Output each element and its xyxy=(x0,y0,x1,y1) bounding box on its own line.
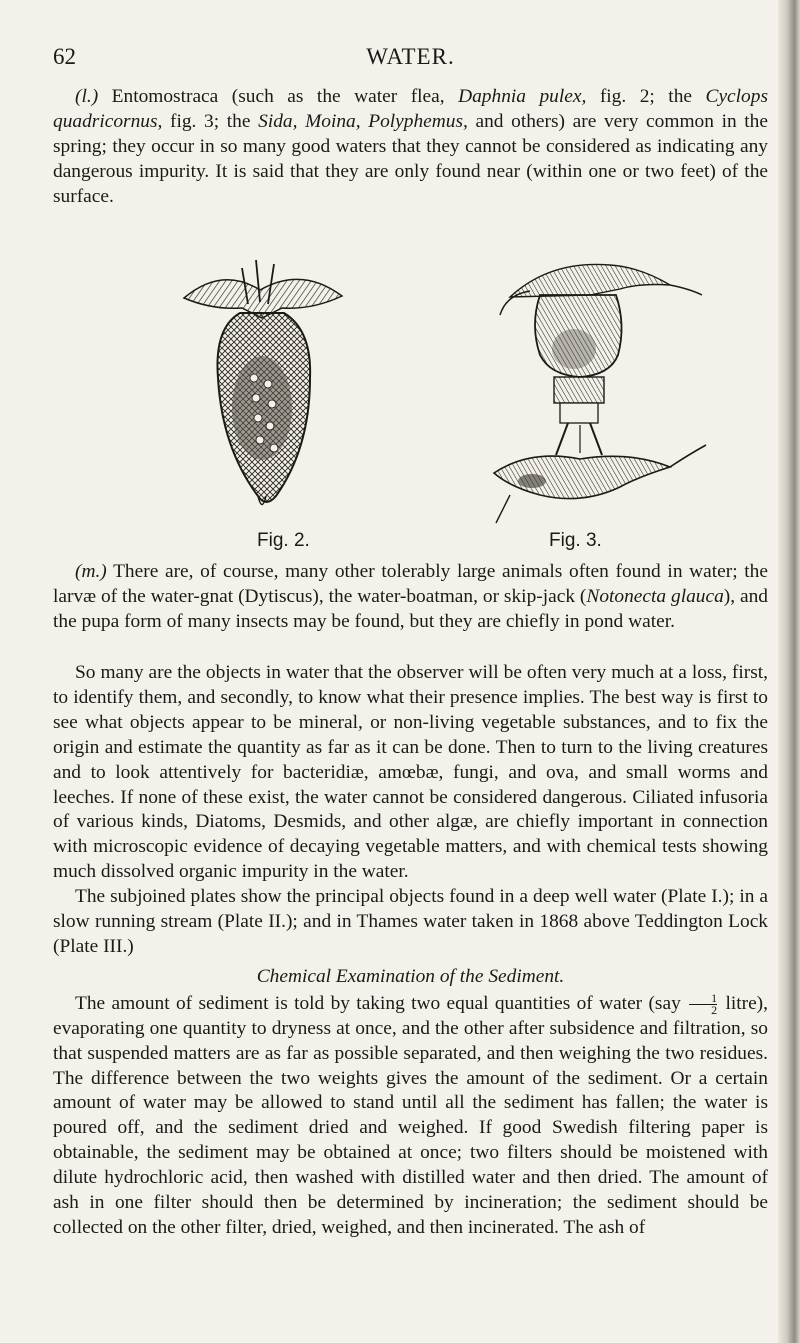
species-sida-moina-polyphemus: Sida, Moina, Polyphemus, xyxy=(258,110,468,132)
paragraph-m xyxy=(53,560,768,635)
figure-3-cyclops-illustration xyxy=(470,255,710,527)
paragraph-l-text-1: Entomostraca (such as the water flea, xyxy=(98,86,459,107)
page-edge-shadow xyxy=(778,0,800,1343)
paragraph-sediment-text-2: litre), evaporating one quantity to dryness at once, and the other after subsidence and filtration, so that suspended matters are as far as possible separated, and then weighing the two residues. The difference between the two weights gives the amount of the sediment. Or a certain amount of water may be allowed to stand until all the sediment has fallen; the water is poured off, and the sediment dried and weighed. If good Swedish filtering paper is obtainable, the sediment may be obtained at once; two filters should be moistened with dilute hydrochloric acid, then washed with distilled water and then dried. The amount of ash in one filter should then be determined by incineration; the sediment should be collected on the other filter, dried, weighed, and then incinerated. The ash of xyxy=(53,992,768,1238)
paragraph-l-text-2: fig. 2; the xyxy=(586,86,706,107)
fraction-half xyxy=(689,990,718,1017)
figure-3-caption: Fig. 3. xyxy=(549,530,602,551)
species-notonecta: Notonecta glauca xyxy=(586,585,724,607)
species-cyclops: Cyclops quadricornus, xyxy=(53,86,768,132)
section-subheading: Chemical Examination of the Sediment. xyxy=(256,965,565,987)
page-number: 62 xyxy=(53,44,76,69)
paragraph-l xyxy=(53,85,768,210)
paragraph-m-text-2: ), and the pupa form of many insects may be found, but they are chiefly in pond water. xyxy=(53,585,768,632)
paragraph-l-text-3: fig. 3; the xyxy=(162,110,259,132)
running-head: WATER. xyxy=(366,44,455,69)
fraction-denominator: 2 xyxy=(711,1002,718,1017)
page-header xyxy=(53,44,768,72)
paragraph-l-text-4: and others) are very common in the spring; they occur in so many good waters that they cannot be considered as indicating any dangerous impurity. It is said that they are only found near (within one or two feet) of the surface. xyxy=(53,110,768,207)
species-daphnia: Daphnia pulex, xyxy=(458,86,587,107)
figure-2-daphnia-illustration xyxy=(162,258,362,520)
fraction-numerator: 1 xyxy=(689,993,717,1005)
paragraph-sediment xyxy=(53,992,768,1241)
body-text xyxy=(53,661,768,1241)
figure-2-caption: Fig. 2. xyxy=(257,530,310,551)
paragraph-objects: So many are the objects in water that the observer will be often very much at a loss, first, to identify them, and secondly, to know what their presence implies. The best way is first to see what objects appear to be mineral, or non-living vegetable substances, and to fix the origin and estimate the quantity as far as it can be done. Then to turn to the living creatures and to look attentively for bacteridiæ, amœbæ, fungi, and ova, and small worms and leeches. If none of these exist, the water cannot be considered dangerous. Ciliated infusoria of various kinds, Diatoms, Desmids, and other algæ, are chiefly important in connection with microscopic evidence of decaying vegetable matters, and with chemical tests showing much dissolved organic impurity in the water. xyxy=(53,662,768,883)
paragraph-m-text-1: There are, of course, many other tolerably large animals often found in water; the larvæ of the water-gnat (Dytiscus), the water-boatman, or skip-jack ( xyxy=(53,561,768,607)
paragraph-plates: The subjoined plates show the principal objects found in a deep well water (Plate I.); in a slow running stream (Plate II.); and in Thames water taken in 1868 above Teddington Lock (Plate III.) xyxy=(53,886,768,957)
paragraph-l-marker: (l.) xyxy=(75,86,99,107)
paragraph-m-marker: (m.) xyxy=(75,561,107,582)
paragraph-sediment-text-1: The amount of sediment is told by taking two equal quantities of water (say xyxy=(75,992,688,1014)
